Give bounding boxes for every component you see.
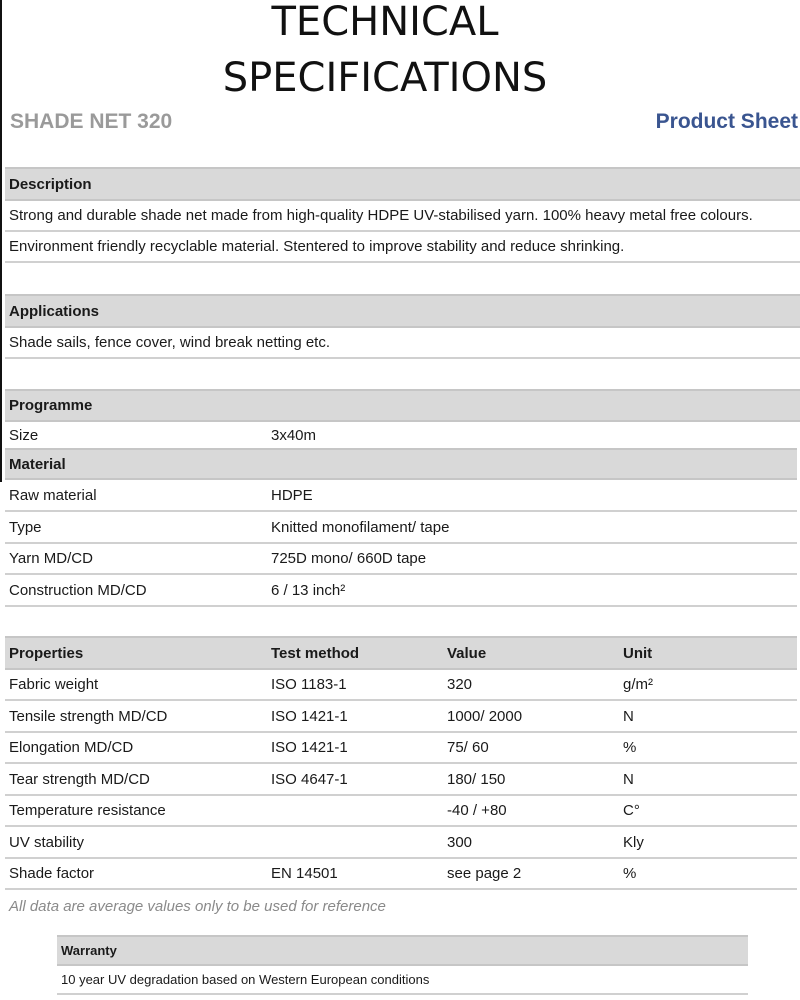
- table-row: [5, 701, 797, 733]
- row-label: Raw material: [9, 486, 97, 504]
- table-row: [5, 764, 797, 796]
- test-method: ISO 4647-1: [271, 770, 348, 788]
- row-value: HDPE: [271, 486, 313, 504]
- column-header: Test method: [271, 644, 360, 662]
- property-value: 1000/ 2000: [447, 707, 523, 725]
- page-title-line-2: SPECIFICATIONS: [222, 55, 548, 101]
- description-heading: Description: [5, 167, 800, 201]
- property-value: 180/ 150: [447, 770, 506, 788]
- table-row: [5, 827, 797, 859]
- property-unit: %: [623, 865, 637, 882]
- property-unit: %: [623, 739, 637, 756]
- table-row: [5, 859, 797, 890]
- row-value: 6 / 13 inch²: [271, 581, 346, 599]
- property-unit: N: [623, 770, 634, 788]
- applications-heading: Applications: [5, 294, 800, 328]
- row-value: 3x40m: [271, 426, 317, 444]
- warranty-text: 10 year UV degradation based on Western European conditions: [57, 966, 748, 995]
- test-method: ISO 1183-1: [271, 676, 347, 693]
- property-unit: N: [623, 707, 634, 725]
- programme-section: [5, 389, 800, 448]
- table-row: [5, 480, 797, 512]
- row-label: Construction MD/CD: [9, 581, 147, 599]
- table-row: [5, 575, 797, 607]
- test-method: ISO 1421-1: [271, 707, 348, 725]
- material-heading: Material: [5, 448, 797, 480]
- test-method: ISO 1421-1: [271, 739, 348, 756]
- warranty-heading: Warranty: [57, 935, 748, 966]
- row-value: Knitted monofilament/ tape: [271, 518, 450, 536]
- property-name: UV stability: [9, 833, 85, 851]
- table-row: [5, 670, 797, 701]
- table-row: [5, 796, 797, 827]
- table-row: [5, 512, 797, 544]
- description-line: Strong and durable shade net made from high-quality HDPE UV-stabilised yarn. 100% heavy metal free colours.: [5, 201, 800, 232]
- property-name: Shade factor: [9, 865, 95, 882]
- sheet-type-label: Product Sheet: [655, 110, 798, 133]
- column-header: Unit: [623, 644, 653, 662]
- row-label: Yarn MD/CD: [9, 550, 93, 567]
- programme-heading: Programme: [5, 389, 800, 422]
- product-name: SHADE NET 320: [10, 110, 173, 133]
- column-header: Value: [447, 644, 487, 662]
- description-section: [5, 167, 800, 263]
- reference-note: All data are average values only to be used for reference: [9, 898, 386, 915]
- property-name: Tear strength MD/CD: [9, 770, 150, 788]
- page-title-line-1: TECHNICAL: [271, 0, 499, 45]
- table-row: [5, 422, 800, 448]
- description-line: Environment friendly recyclable material. Stentered to improve stability and reduce shrinking.: [5, 232, 800, 263]
- applications-text: Shade sails, fence cover, wind break netting etc.: [5, 328, 800, 359]
- property-value: 75/ 60: [447, 739, 489, 756]
- test-method: EN 14501: [271, 865, 338, 882]
- warranty-section: [57, 935, 748, 995]
- property-value: see page 2: [447, 865, 522, 882]
- property-name: Tensile strength MD/CD: [9, 707, 168, 725]
- property-value: 320: [447, 676, 473, 693]
- row-value: 725D mono/ 660D tape: [271, 550, 427, 567]
- property-value: 300: [447, 833, 473, 851]
- row-label: Size: [9, 426, 39, 444]
- properties-table: [5, 636, 797, 890]
- column-header: Properties: [9, 644, 84, 662]
- table-row: [5, 544, 797, 575]
- property-unit: g/m²: [623, 676, 653, 693]
- row-label: Type: [9, 518, 42, 536]
- property-unit: Kly: [623, 833, 644, 851]
- property-name: Elongation MD/CD: [9, 739, 134, 756]
- property-name: Temperature resistance: [9, 802, 166, 819]
- property-value: -40 / +80: [447, 802, 507, 819]
- material-section: [5, 448, 797, 607]
- property-name: Fabric weight: [9, 676, 99, 693]
- table-row: [5, 733, 797, 764]
- property-unit: C°: [623, 802, 640, 819]
- applications-section: [5, 294, 800, 359]
- properties-header-row: [5, 636, 797, 670]
